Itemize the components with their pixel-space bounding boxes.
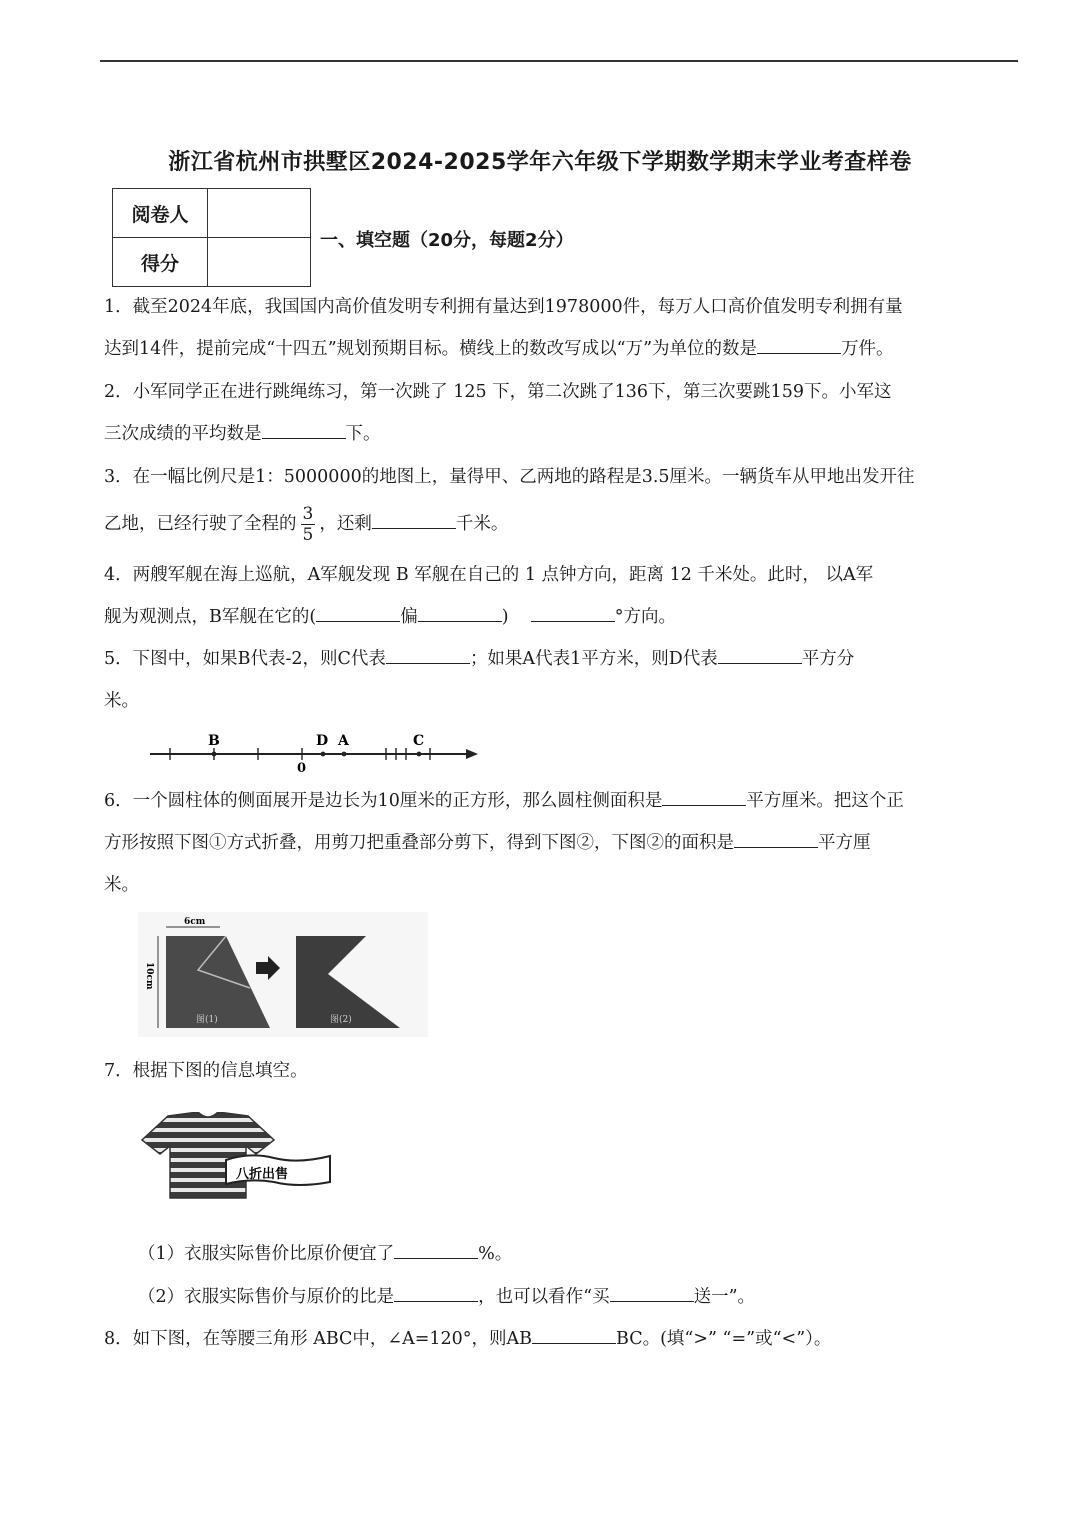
q6-line1 bbox=[104, 780, 1024, 822]
label-c: C bbox=[413, 733, 425, 749]
point-c bbox=[417, 752, 422, 757]
q6-line3: 米。 bbox=[104, 875, 139, 895]
page-title: 浙江省杭州市拱墅区2024-2025学年六年级下学期数学期末学业考查样卷 bbox=[168, 150, 912, 175]
q6-unit: 平方厘 bbox=[818, 833, 871, 853]
reviewer-label: 阅卷人 bbox=[113, 189, 208, 238]
point-a bbox=[342, 752, 347, 757]
answer-blank bbox=[532, 1323, 616, 1344]
q6-line2 bbox=[104, 822, 1024, 864]
question-2 bbox=[104, 371, 1024, 455]
q3-text-2: ，还剩 bbox=[319, 514, 372, 534]
question-1 bbox=[104, 286, 1024, 370]
answer-blank bbox=[662, 785, 746, 806]
q4-text: 舰为观测点，B军舰在它的( bbox=[104, 607, 317, 627]
q2-line1: 2．小军同学正在进行跳绳练习，第一次跳了 125 下，第二次跳了136下，第三次要跳159下。小军这 bbox=[104, 382, 892, 402]
question-7-2 bbox=[138, 1276, 755, 1318]
answer-blank bbox=[394, 1238, 478, 1259]
q7-2-text-3: 送一”。 bbox=[693, 1287, 756, 1307]
q6-text: 6．一个圆柱体的侧面展开是边长为10厘米的正方形，那么圆柱侧面积是 bbox=[104, 791, 663, 811]
answer-blank bbox=[372, 508, 456, 529]
caption-fig1: 图(1) bbox=[196, 1015, 218, 1025]
question-3 bbox=[104, 456, 1024, 550]
q5-text-2: ；如果A代表1平方米，则D代表 bbox=[469, 649, 718, 669]
answer-blank bbox=[757, 333, 841, 354]
point-b bbox=[212, 752, 217, 757]
q1-line1: 1．截至2024年底，我国国内高价值发明专利拥有量达到1978000件，每万人口高价值发明专利拥有量 bbox=[104, 297, 903, 317]
label-zero: 0 bbox=[297, 761, 307, 776]
q5-line2: 米。 bbox=[104, 691, 139, 711]
q7-2-text: （2）衣服实际售价与原价的比是 bbox=[138, 1287, 395, 1307]
q6-text-2: 平方厘米。把这个正 bbox=[746, 791, 904, 811]
q3-unit: 千米。 bbox=[455, 514, 509, 534]
question-7-1 bbox=[138, 1233, 512, 1275]
answer-blank bbox=[394, 1281, 478, 1302]
q2-text: 三次成绩的平均数是 bbox=[104, 424, 262, 444]
answer-blank bbox=[262, 418, 346, 439]
sale-sign-text: 八折出售 bbox=[236, 1167, 289, 1182]
answer-blank bbox=[718, 643, 802, 664]
score-table bbox=[112, 188, 311, 287]
q3-line2 bbox=[104, 498, 1024, 550]
section-heading: 一、填空题（20分，每题2分） bbox=[320, 230, 574, 251]
q5-unit: 平方分 bbox=[801, 649, 855, 669]
q5-line1 bbox=[104, 638, 1024, 680]
header-rule bbox=[100, 60, 1018, 62]
label-d: D bbox=[316, 733, 329, 749]
q2-unit: 下。 bbox=[345, 424, 381, 444]
answer-blank bbox=[610, 1281, 694, 1302]
number-line-figure bbox=[140, 726, 530, 776]
shirt-figure bbox=[140, 1112, 336, 1204]
question-8 bbox=[104, 1318, 1024, 1360]
q1-unit: 万件。 bbox=[841, 339, 894, 359]
caption-fig2: 图(2) bbox=[330, 1015, 352, 1025]
answer-blank bbox=[734, 827, 818, 848]
q4-unit: °方向。 bbox=[614, 607, 677, 627]
fraction-numerator: 3 bbox=[302, 504, 314, 524]
q7-1-text: （1）衣服实际售价比原价便宜了 bbox=[138, 1244, 395, 1264]
point-d bbox=[321, 752, 326, 757]
fraction-denominator: 5 bbox=[302, 525, 314, 545]
score-label: 得分 bbox=[113, 238, 208, 287]
q1-line2 bbox=[104, 328, 1024, 370]
q8-text: 8．如下图，在等腰三角形 ABC中，∠A=120°，则AB bbox=[104, 1329, 533, 1349]
question-6 bbox=[104, 780, 1024, 906]
q5-text: 5．下图中，如果B代表-2，则C代表 bbox=[104, 649, 386, 669]
q4-text-3: ) bbox=[501, 607, 509, 627]
q4-line2 bbox=[104, 596, 1024, 638]
score-cell bbox=[208, 238, 311, 287]
label-a: A bbox=[338, 733, 349, 749]
answer-blank bbox=[418, 601, 502, 622]
q7-1-unit: %。 bbox=[478, 1244, 513, 1264]
arrow-icon bbox=[466, 749, 478, 759]
folding-figure bbox=[138, 912, 428, 1037]
width-label: 6cm bbox=[184, 917, 206, 927]
q3-line1: 3．在一幅比例尺是1：5000000的地图上，量得甲、乙两地的路程是3.5厘米。一辆货车从甲地出发开往 bbox=[104, 467, 915, 487]
q7-2-text-2: ，也可以看作“买 bbox=[478, 1287, 610, 1307]
answer-blank bbox=[386, 643, 470, 664]
q6-text-3: 方形按照下图①方式折叠，用剪刀把重叠部分剪下，得到下图②，下图②的面积是 bbox=[104, 833, 734, 853]
q7-line1: 7．根据下图的信息填空。 bbox=[104, 1061, 308, 1081]
question-4 bbox=[104, 554, 1024, 638]
question-5 bbox=[104, 638, 1024, 722]
q4-text-2: 偏 bbox=[400, 607, 418, 627]
label-b: B bbox=[208, 733, 220, 749]
answer-blank bbox=[531, 601, 615, 622]
height-label: 10cm bbox=[144, 962, 154, 990]
q4-line1: 4．两艘军舰在海上巡航，A军舰发现 B 军舰在自己的 1 点钟方向，距离 12 千米处。此时， 以A军 bbox=[104, 565, 874, 585]
q2-line2 bbox=[104, 413, 1024, 455]
answer-blank bbox=[316, 601, 400, 622]
q8-text-2: BC。(填“>” “=”或“<”）。 bbox=[616, 1329, 832, 1349]
question-7 bbox=[104, 1050, 1024, 1092]
fraction bbox=[301, 504, 316, 545]
q3-text: 乙地，已经行驶了全程的 bbox=[104, 514, 297, 534]
reviewer-cell bbox=[208, 189, 311, 238]
q1-text: 达到14件，提前完成“十四五”规划预期目标。横线上的数改写成以“万”为单位的数是 bbox=[104, 339, 758, 359]
